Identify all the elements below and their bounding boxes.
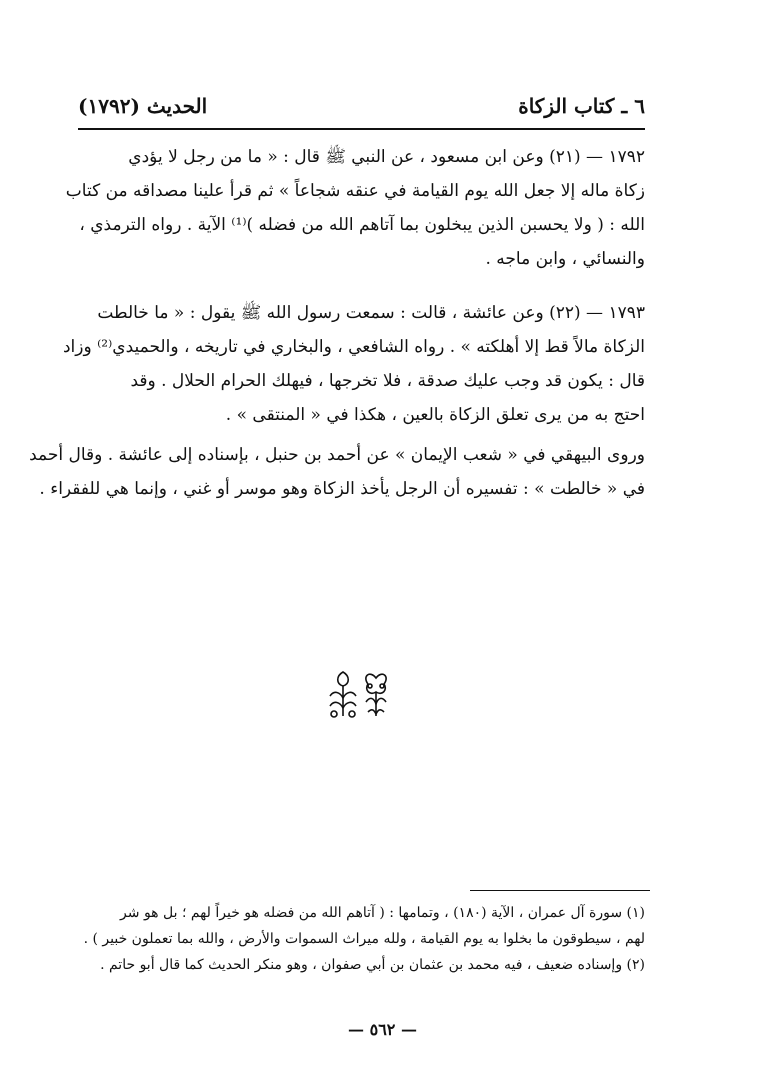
hadith-1793: [62, 296, 645, 432]
running-header: [78, 88, 645, 124]
footnote-rule: [470, 890, 650, 891]
hadith-reference: الحديث (١٧٩٢): [78, 94, 208, 118]
main-text: [29, 140, 645, 506]
section-end-ornament: [318, 666, 408, 722]
footnotes: [78, 900, 645, 978]
text-line: والنسائي ، وابن ماجه .: [485, 249, 645, 269]
footnote-line: لهم ، سيطوقون ما بخلوا به يوم القيامة ، ولله ميراث السموات والأرض ، والله بما تعملون خبير ) .: [83, 931, 645, 947]
text-line: احتج به من يرى تعلق الزكاة بالعين ، هكذا في « المنتقى » .: [225, 405, 645, 425]
header-rule: [78, 128, 645, 130]
footnote-line: (٢) وإسناده ضعيف ، فيه محمد بن عثمان بن أبي صفوان ، وهو منكر الحديث كما قال أبو حاتم .: [100, 957, 645, 973]
text-line: ١٧٩٢ — (٢١) وعن ابن مسعود ، عن النبي ﷺ قال : « ما من رجل لا يؤدي: [128, 147, 645, 167]
text-line: وروى البيهقي في « شعب الإيمان » عن أحمد بن حنبل ، بإسناده إلى عائشة . وقال أحمد: [29, 445, 645, 465]
chapter-title: ٦ ـ كتاب الزكاة: [518, 94, 645, 118]
text-line: قال : يكون قد وجب عليك صدقة ، فلا تخرجها ، فيهلك الحرام الحلال . وقد: [130, 371, 645, 391]
page-number: — ٥٦٢ —: [348, 1020, 417, 1039]
text-line: زكاة ماله إلا جعل الله يوم القيامة في عنقه شجاعاً » ثم قرأ علينا مصداقه من كتاب: [65, 181, 645, 201]
commentary-paragraph: [29, 438, 645, 506]
text-line: الله : ( ولا يحسبن الذين يبخلون بما آتاهم الله من فضله )⁽¹⁾ الآية . رواه الترمذي ،: [79, 215, 645, 235]
text-line: في « خالطت » : تفسيره أن الرجل يأخذ الزكاة وهو موسر أو غني ، وإنما هي للفقراء .: [39, 479, 645, 499]
hadith-1792: [65, 140, 645, 276]
paragraph-gap: [78, 276, 645, 296]
footnote-line: (١) سورة آل عمران ، الآية (١٨٠) ، وتمامها : ( آتاهم الله من فضله هو خيراً لهم ؛ بل هو شر: [120, 905, 645, 921]
text-line: الزكاة مالاً قط إلا أهلكته » . رواه الشافعي ، والبخاري في تاريخه ، والحميدي⁽²⁾ وزاد: [62, 337, 645, 357]
text-line: ١٧٩٣ — (٢٢) وعن عائشة ، قالت : سمعت رسول الله ﷺ يقول : « ما خالطت: [97, 303, 645, 323]
